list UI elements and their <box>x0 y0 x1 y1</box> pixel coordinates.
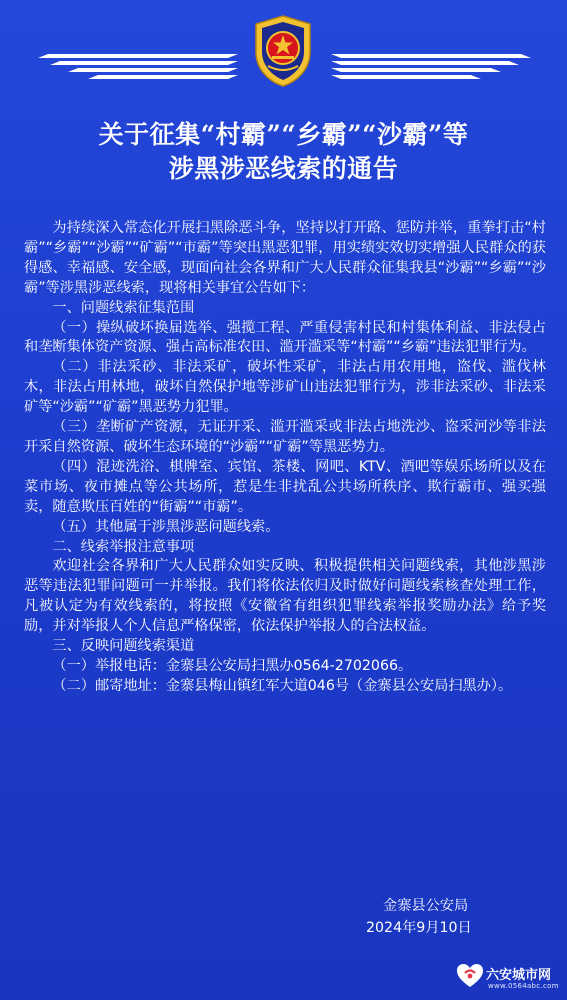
police-emblem-icon <box>250 14 316 88</box>
notice-body <box>24 219 546 697</box>
site-watermark <box>456 962 564 996</box>
watermark-site-name: 六安城市网 <box>486 968 552 983</box>
title-line-1: 关于征集“村霸”“乡霸”“沙霸”等 <box>98 120 469 149</box>
right-wing-ornament <box>331 52 531 80</box>
issue-date: 2024年9月10日 <box>366 920 472 936</box>
section-heading-2: 二、线索举报注意事项 <box>52 538 195 555</box>
header-banner <box>0 0 567 100</box>
title-line-2: 涉黑涉恶线索的通告 <box>168 154 399 183</box>
item-paragraph: （五）其他属于涉黑涉恶问题线索。 <box>52 518 280 535</box>
item-paragraph: （三）垄断矿产资源，无证开采、滥开滥采或非法占地洗沙、盗采河沙等非法开采自然资源、破坏生态环境的“沙霸”“矿霸”等黑恶势力。 <box>24 419 546 455</box>
section-heading-3: 三、反映问题线索渠道 <box>52 638 195 655</box>
heart-logo-icon <box>456 962 484 990</box>
item-paragraph: （一）操纵破坏换届选举、强揽工程、严重侵害村民和村集体利益、非法侵占和垄断集体资产资源、强占高标准农田、滥开滥采等“村霸”“乡霸”违法犯罪行为。 <box>24 319 546 356</box>
mailing-address: （二）邮寄地址：金寨县梅山镇红军大道046号（金寨县公安局扫黑办）。 <box>52 677 513 694</box>
report-notes-paragraph: 欢迎社会各界和广大人民群众如实反映、积极提供相关问题线索，其他涉黑涉恶等违法犯罪问题可一并举报。我们将依法依归及时做好问题线索核查处理工作，凡被认定为有效线索的，将按照《安徽省有组织犯罪线索举报奖励办法》给予奖励，并对举报人个人信息严格保密，依法保护举报人的合法权益。 <box>24 558 546 635</box>
report-phone: （一）举报电话：金寨县公安局扫黑办0564-2702066。 <box>52 657 413 674</box>
intro-paragraph: 为持续深入常态化开展扫黑除恶斗争，坚持以打开路、惩防并举，重拳打击“村霸”“乡霸”“沙霸”“矿霸”“市霸”等突出黑恶犯罪，用实绩实效切实增强人民群众的获得感、幸福感、安全感，现面向社会各界和广大人民群众征集我县“沙霸”“乡霸”“沙霸”等涉黑涉恶线索，现将相关事宜公告如下： <box>24 220 546 296</box>
left-wing-ornament <box>38 52 238 80</box>
item-paragraph: （四）混迹洗浴、棋牌室、宾馆、茶楼、网吧、KTV、酒吧等娱乐场所以及在菜市场、夜市摊点等公共场所，惹是生非扰乱公共场所秩序、欺行霸市、强买强卖，随意欺压百姓的“街霸”“市霸”。 <box>24 458 546 515</box>
item-paragraph: （二）非法采砂、非法采矿，破坏性采矿，非法占用农用地，盗伐、滥伐林木，非法占用林地，破坏自然保护地等涉矿山违法犯罪行为，涉非法采砂、非法采矿等“沙霸”“矿霸”黑恶势力犯罪。 <box>24 359 546 416</box>
notice-title <box>0 118 567 186</box>
section-heading-1: 一、问题线索征集范围 <box>52 299 195 316</box>
watermark-site-url: www.0564abc.com <box>488 982 559 990</box>
issuer-name: 金寨县公安局 <box>383 898 469 914</box>
